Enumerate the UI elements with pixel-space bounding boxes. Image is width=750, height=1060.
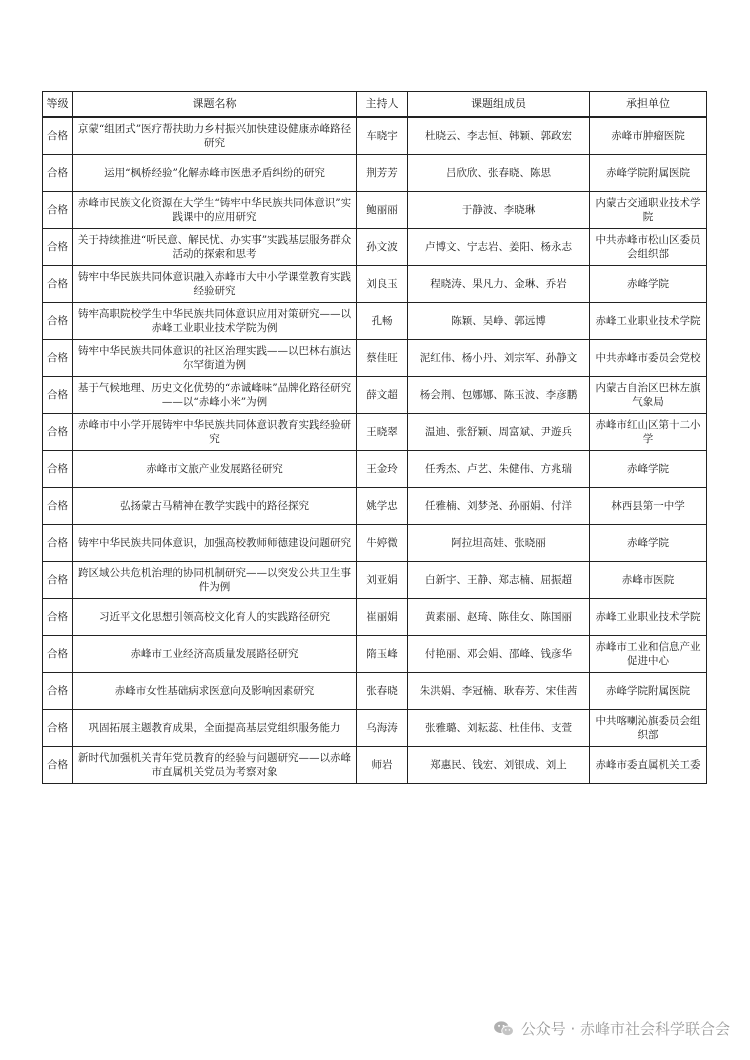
members-cell: 杜晓云、李志恒、韩颖、郭政宏: [408, 117, 590, 155]
header-topic: 课题名称: [73, 92, 357, 118]
members-cell: 张雅璐、刘耘蕊、杜佳伟、支萱: [408, 710, 590, 747]
topic-cell: 关于持续推进“听民意、解民忧、办实事”实践基层服务群众活动的探索和思考: [73, 229, 357, 266]
host-cell: 孔畅: [357, 303, 408, 340]
topic-cell: 赤峰市文旅产业发展路径研究: [73, 451, 357, 488]
members-cell: 白新宇、王静、郑志楠、屈振超: [408, 562, 590, 599]
table-body: [43, 117, 707, 784]
members-cell: 泥红伟、杨小丹、刘宗军、孙静文: [408, 340, 590, 377]
topic-cell: 赤峰市中小学开展铸牢中华民族共同体意识教育实践经验研究: [73, 414, 357, 451]
host-cell: 荆芳芳: [357, 155, 408, 192]
unit-cell: 赤峰学院附属医院: [590, 673, 707, 710]
topic-cell: 运用“枫桥经验”化解赤峰市医患矛盾纠纷的研究: [73, 155, 357, 192]
table-row: [43, 192, 707, 229]
topic-cell: 巩固拓展主题教育成果，全面提高基层党组织服务能力: [73, 710, 357, 747]
topic-cell: 赤峰市工业经济高质量发展路径研究: [73, 636, 357, 673]
grade-cell: 合格: [43, 710, 73, 747]
grade-cell: 合格: [43, 599, 73, 636]
header-unit: 承担单位: [590, 92, 707, 118]
members-cell: 吕欣欣、张春晓、陈思: [408, 155, 590, 192]
members-cell: 陈颖、吴峥、郭远博: [408, 303, 590, 340]
unit-cell: 中共喀喇沁旗委员会组织部: [590, 710, 707, 747]
members-cell: 黄素丽、赵琦、陈佳女、陈国丽: [408, 599, 590, 636]
topic-cell: 铸牢中华民族共同体意识融入赤峰市大中小学课堂教育实践经验研究: [73, 266, 357, 303]
table-row: [43, 562, 707, 599]
grade-cell: 合格: [43, 562, 73, 599]
topic-cell: 京蒙“组团式”医疗帮扶助力乡村振兴加快建设健康赤峰路径研究: [73, 117, 357, 155]
grade-cell: 合格: [43, 117, 73, 155]
host-cell: 刘良玉: [357, 266, 408, 303]
table-row: [43, 414, 707, 451]
table-row: [43, 266, 707, 303]
topic-cell: 弘扬蒙古马精神在教学实践中的路径探究: [73, 488, 357, 525]
host-cell: 张春晓: [357, 673, 408, 710]
grade-cell: 合格: [43, 229, 73, 266]
unit-cell: 赤峰工业职业技术学院: [590, 599, 707, 636]
host-cell: 刘亚娟: [357, 562, 408, 599]
members-cell: 卢博文、宁志岩、姜阳、杨永志: [408, 229, 590, 266]
header-members: 课题组成员: [408, 92, 590, 118]
topic-cell: 赤峰市民族文化资源在大学生“铸牢中华民族共同体意识”实践课中的应用研究: [73, 192, 357, 229]
host-cell: 王晓翠: [357, 414, 408, 451]
topic-cell: 赤峰市女性基础病求医意向及影响因素研究: [73, 673, 357, 710]
grade-cell: 合格: [43, 414, 73, 451]
grade-cell: 合格: [43, 488, 73, 525]
unit-cell: 赤峰学院: [590, 266, 707, 303]
members-cell: 于静波、李晓琳: [408, 192, 590, 229]
host-cell: 乌海涛: [357, 710, 408, 747]
grade-cell: 合格: [43, 525, 73, 562]
topic-cell: 基于气候地理、历史文化优势的“赤诚峰味”品牌化路径研究——以“赤峰小米”为例: [73, 377, 357, 414]
table-row: [43, 747, 707, 784]
grade-cell: 合格: [43, 303, 73, 340]
table-row: [43, 229, 707, 266]
host-cell: 蔡佳旺: [357, 340, 408, 377]
grade-cell: 合格: [43, 747, 73, 784]
host-cell: 牛婷微: [357, 525, 408, 562]
table-row: [43, 488, 707, 525]
topic-cell: 铸牢中华民族共同体意识的社区治理实践——以巴林右旗达尔罕街道为例: [73, 340, 357, 377]
topic-cell: 跨区域公共危机治理的协同机制研究——以突发公共卫生事件为例: [73, 562, 357, 599]
host-cell: 师岩: [357, 747, 408, 784]
header-host: 主持人: [357, 92, 408, 118]
host-cell: 车晓宇: [357, 117, 408, 155]
members-cell: 郑惠民、钱宏、刘银成、刘上: [408, 747, 590, 784]
topic-cell: 习近平文化思想引领高校文化育人的实践路径研究: [73, 599, 357, 636]
wechat-watermark: [493, 1018, 730, 1039]
grade-cell: 合格: [43, 155, 73, 192]
members-cell: 朱洪娟、李冠楠、耿春芳、宋佳茜: [408, 673, 590, 710]
host-cell: 王金玲: [357, 451, 408, 488]
grade-cell: 合格: [43, 636, 73, 673]
table-row: [43, 599, 707, 636]
unit-cell: 赤峰工业职业技术学院: [590, 303, 707, 340]
grade-cell: 合格: [43, 377, 73, 414]
topic-cell: 铸牢中华民族共同体意识，加强高校教师师德建设问题研究: [73, 525, 357, 562]
table-row: [43, 117, 707, 155]
members-cell: 任秀杰、卢艺、朱健伟、方兆瑞: [408, 451, 590, 488]
members-cell: 付艳丽、邓会娟、邵峰、钱彦华: [408, 636, 590, 673]
unit-cell: 内蒙古自治区巴林左旗气象局: [590, 377, 707, 414]
wechat-icon: [493, 1020, 515, 1038]
watermark-text: 公众号 · 赤峰市社会科学联合会: [520, 1020, 730, 1038]
table-row: [43, 710, 707, 747]
host-cell: 隋玉峰: [357, 636, 408, 673]
members-cell: 温迪、张舒颖、周富斌、尹遊兵: [408, 414, 590, 451]
table-row: [43, 155, 707, 192]
unit-cell: 赤峰市红山区第十二小学: [590, 414, 707, 451]
table-row: [43, 340, 707, 377]
host-cell: 薛文超: [357, 377, 408, 414]
host-cell: 鲍丽丽: [357, 192, 408, 229]
members-cell: 任雅楠、刘梦尧、孙丽娟、付洋: [408, 488, 590, 525]
grade-cell: 合格: [43, 673, 73, 710]
table-row: [43, 451, 707, 488]
unit-cell: 林西县第一中学: [590, 488, 707, 525]
members-cell: 程晓涛、果凡力、金琳、乔岩: [408, 266, 590, 303]
topic-cell: 新时代加强机关青年党员教育的经验与问题研究——以赤峰市直属机关党员为考察对象: [73, 747, 357, 784]
table-row: [43, 673, 707, 710]
grade-cell: 合格: [43, 451, 73, 488]
table-row: [43, 636, 707, 673]
members-cell: 阿拉坦高娃、张晓丽: [408, 525, 590, 562]
header-grade: 等级: [43, 92, 73, 118]
host-cell: 姚学忠: [357, 488, 408, 525]
grade-cell: 合格: [43, 192, 73, 229]
host-cell: 崔丽娟: [357, 599, 408, 636]
unit-cell: 中共赤峰市委员会党校: [590, 340, 707, 377]
unit-cell: 赤峰学院: [590, 451, 707, 488]
project-results-table: [42, 91, 707, 784]
unit-cell: 赤峰学院附属医院: [590, 155, 707, 192]
table-row: [43, 303, 707, 340]
unit-cell: 内蒙古交通职业技术学院: [590, 192, 707, 229]
unit-cell: 赤峰市医院: [590, 562, 707, 599]
topic-cell: 铸牢高职院校学生中华民族共同体意识应用对策研究——以赤峰工业职业技术学院为例: [73, 303, 357, 340]
unit-cell: 赤峰市委直属机关工委: [590, 747, 707, 784]
unit-cell: 赤峰学院: [590, 525, 707, 562]
table-row: [43, 377, 707, 414]
host-cell: 孙文波: [357, 229, 408, 266]
unit-cell: 赤峰市肿瘤医院: [590, 117, 707, 155]
members-cell: 杨会荆、包娜娜、陈玉波、李彦鹏: [408, 377, 590, 414]
table-header-row: [43, 92, 707, 118]
unit-cell: 赤峰市工业和信息产业促进中心: [590, 636, 707, 673]
grade-cell: 合格: [43, 340, 73, 377]
unit-cell: 中共赤峰市松山区委员会组织部: [590, 229, 707, 266]
grade-cell: 合格: [43, 266, 73, 303]
table-row: [43, 525, 707, 562]
